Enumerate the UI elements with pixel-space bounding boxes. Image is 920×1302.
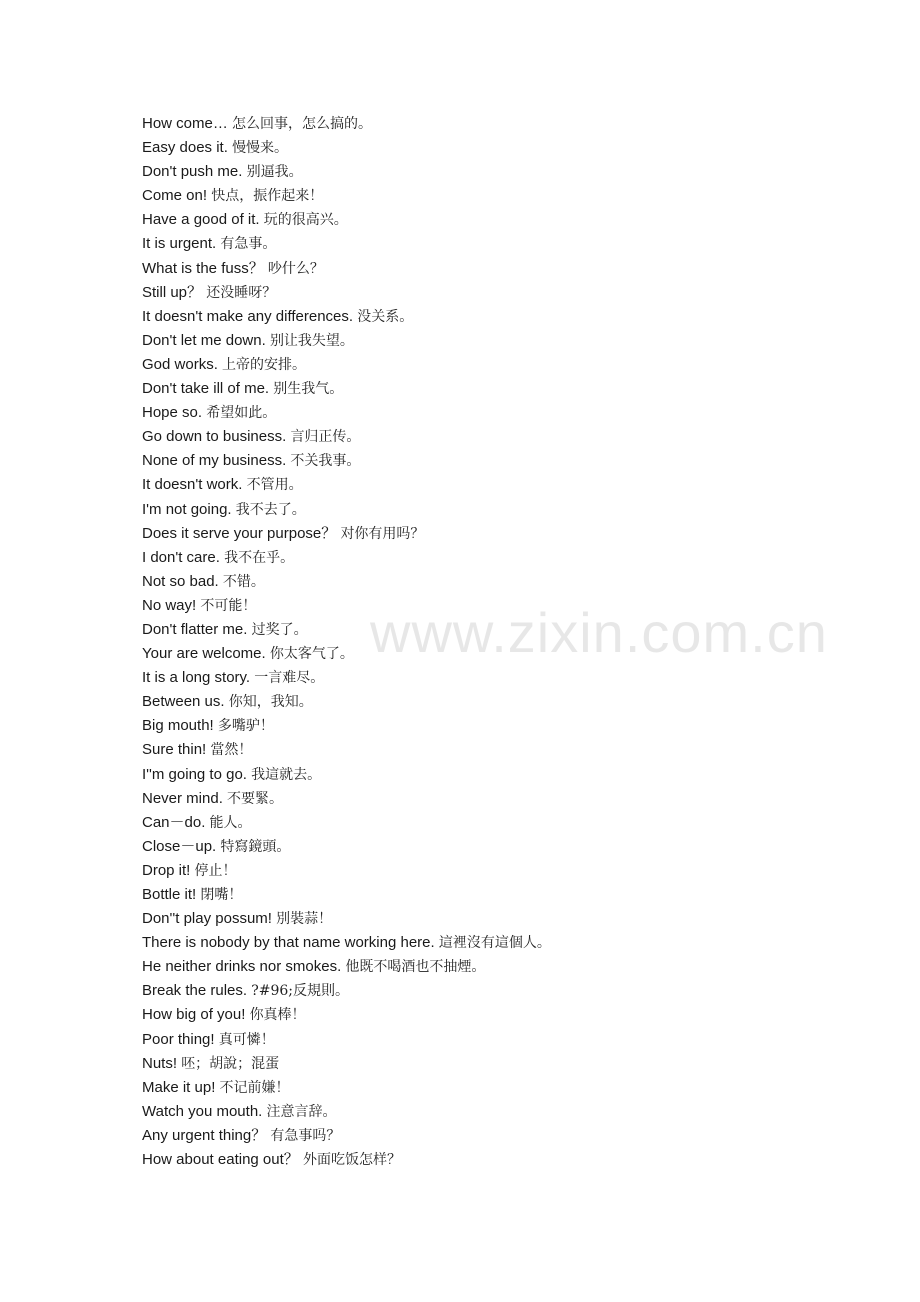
phrase-chinese: 吵什么？ — [267, 260, 324, 277]
phrase-english: Have a good of it. — [142, 211, 260, 229]
phrase-chinese: 不管用。 — [246, 477, 303, 494]
phrase-line — [142, 883, 551, 907]
phrase-line — [142, 498, 551, 522]
phrase-chinese: 這裡沒有這個人。 — [438, 935, 551, 952]
phrase-line — [142, 377, 551, 401]
phrase-line — [142, 281, 551, 305]
phrase-line — [142, 1124, 551, 1148]
phrase-english: Does it serve your purpose？ — [142, 524, 337, 542]
phrase-line — [142, 907, 551, 931]
phrase-english: Drop it! — [142, 861, 191, 879]
phrase-line — [142, 955, 551, 979]
phrase-line — [142, 329, 551, 353]
phrase-english: I''m going to go. — [142, 765, 247, 783]
phrase-line — [142, 763, 551, 787]
phrase-english: Don't take ill of me. — [142, 380, 270, 398]
phrase-chinese: 不要緊。 — [227, 790, 284, 807]
phrase-chinese: 玩的很高兴。 — [263, 212, 348, 229]
phrase-english: Your are welcome. — [142, 645, 266, 663]
phrase-line — [142, 257, 551, 281]
phrase-chinese: 我不去了。 — [235, 501, 306, 518]
phrase-line — [142, 618, 551, 642]
phrase-chinese: ?#96;反規則。 — [251, 983, 350, 1000]
phrase-line — [142, 1028, 551, 1052]
phrase-english: It is a long story. — [142, 669, 251, 687]
phrase-line — [142, 1003, 551, 1027]
phrase-line — [142, 738, 551, 762]
phrase-english: Go down to business. — [142, 428, 287, 446]
phrase-line — [142, 859, 551, 883]
phrase-line — [142, 594, 551, 618]
phrase-chinese: 你真棒！ — [249, 1007, 306, 1024]
phrase-line — [142, 184, 551, 208]
phrase-line — [142, 714, 551, 738]
phrase-chinese: 一言难尽。 — [254, 670, 325, 687]
phrase-chinese: 有急事。 — [220, 236, 277, 253]
phrase-chinese: 我這就去。 — [251, 766, 322, 783]
phrase-list — [142, 112, 551, 1172]
phrase-chinese: 希望如此。 — [206, 405, 277, 422]
phrase-chinese: 你太客气了。 — [269, 646, 354, 663]
phrase-english: I'm not going. — [142, 500, 232, 518]
phrase-english: How big of you! — [142, 1006, 246, 1024]
phrase-line — [142, 353, 551, 377]
phrase-line — [142, 546, 551, 570]
phrase-english: Close－up. — [142, 837, 217, 855]
phrase-english: It doesn't make any differences. — [142, 307, 354, 325]
phrase-chinese: 别生我气。 — [273, 381, 344, 398]
phrase-line — [142, 1148, 551, 1172]
phrase-english: Never mind. — [142, 789, 223, 807]
phrase-line — [142, 570, 551, 594]
phrase-english: Hope so. — [142, 404, 203, 422]
phrase-chinese: 閉嘴！ — [200, 887, 243, 903]
phrase-chinese: 不可能！ — [200, 597, 257, 614]
phrase-english: How about eating out？ — [142, 1151, 299, 1169]
phrase-chinese: 特寫鏡頭。 — [220, 838, 291, 855]
phrase-chinese: 真可憐！ — [218, 1031, 275, 1048]
phrase-line — [142, 232, 551, 256]
phrase-chinese: 注意言辞。 — [266, 1103, 337, 1120]
phrase-chinese: 停止！ — [194, 862, 237, 879]
phrase-english: I don't care. — [142, 548, 220, 566]
phrase-chinese: 过奖了。 — [251, 621, 308, 638]
phrase-line — [142, 305, 551, 329]
phrase-chinese: 上帝的安排。 — [222, 356, 307, 373]
phrase-line — [142, 160, 551, 184]
phrase-chinese: 别让我失望。 — [269, 332, 354, 349]
phrase-chinese: 他既不喝酒也不抽煙。 — [345, 959, 486, 976]
watermark: www.zixin.com.cn — [370, 601, 828, 664]
phrase-line — [142, 1100, 551, 1124]
phrase-line — [142, 666, 551, 690]
phrase-chinese: 能人。 — [209, 814, 252, 831]
phrase-line — [142, 931, 551, 955]
phrase-chinese: 我不在乎。 — [224, 549, 295, 566]
phrase-line — [142, 208, 551, 232]
phrase-line — [142, 401, 551, 425]
phrase-line — [142, 425, 551, 449]
phrase-chinese: 怎么回事，怎么搞的。 — [232, 116, 373, 132]
phrase-english: Bottle it! — [142, 886, 197, 903]
phrase-chinese: 外面吃饭怎样？ — [302, 1152, 401, 1169]
phrase-english: Don''t play possum! — [142, 910, 272, 928]
phrase-line — [142, 449, 551, 473]
phrase-chinese: 还没睡呀？ — [206, 284, 277, 301]
phrase-english: Still up？ — [142, 283, 203, 301]
phrase-english: Don't push me. — [142, 163, 243, 181]
phrase-line — [142, 522, 551, 546]
phrase-line — [142, 642, 551, 666]
phrase-line — [142, 473, 551, 497]
phrase-english: Sure thin! — [142, 741, 207, 759]
phrase-english: There is nobody by that name working here. — [142, 934, 435, 952]
phrase-chinese: 言归正传。 — [290, 429, 361, 446]
phrase-english: Can－do. — [142, 813, 206, 831]
phrase-english: Watch you mouth. — [142, 1102, 263, 1120]
phrase-chinese: 別裝蒜！ — [276, 911, 333, 928]
phrase-english: What is the fuss？ — [142, 259, 264, 277]
phrase-chinese: 不记前嫌！ — [219, 1079, 290, 1096]
phrase-line — [142, 787, 551, 811]
phrase-english: Don't flatter me. — [142, 620, 248, 638]
phrase-english: Nuts! — [142, 1054, 178, 1072]
phrase-english: None of my business. — [142, 452, 287, 470]
phrase-line — [142, 112, 551, 136]
phrase-english: No way! — [142, 596, 197, 614]
phrase-chinese: 不错。 — [222, 573, 265, 590]
phrase-chinese: 快点，振作起来！ — [211, 188, 324, 205]
phrase-chinese: 不关我事。 — [290, 453, 361, 470]
phrase-english: Not so bad. — [142, 572, 219, 590]
phrase-chinese: 你知，我知。 — [228, 694, 313, 711]
phrase-chinese: 别逼我。 — [246, 164, 303, 181]
phrase-line — [142, 1076, 551, 1100]
phrase-english: It doesn't work. — [142, 476, 243, 494]
phrase-line — [142, 835, 551, 859]
phrase-english: He neither drinks nor smokes. — [142, 958, 342, 976]
phrase-english: God works. — [142, 355, 218, 373]
phrase-english: Between us. — [142, 693, 225, 711]
phrase-chinese: 没关系。 — [357, 308, 414, 325]
phrase-chinese: 多嘴驴！ — [217, 718, 274, 735]
phrase-line — [142, 979, 551, 1003]
phrase-chinese: 对你有用吗？ — [340, 525, 425, 542]
phrase-english: Break the rules. — [142, 982, 248, 1000]
phrase-chinese: 慢慢来。 — [232, 140, 289, 157]
phrase-english: Easy does it. — [142, 139, 228, 157]
phrase-chinese: 呸；胡說；混蛋 — [181, 1055, 280, 1072]
phrase-english: Make it up! — [142, 1078, 216, 1096]
phrase-english: How come… — [142, 115, 228, 132]
phrase-english: Poor thing! — [142, 1030, 215, 1048]
phrase-english: It is urgent. — [142, 235, 217, 253]
phrase-english: Any urgent thing？ — [142, 1126, 267, 1144]
phrase-line — [142, 136, 551, 160]
phrase-english: Come on! — [142, 187, 208, 205]
phrase-chinese: 當然！ — [210, 742, 253, 759]
phrase-line — [142, 1052, 551, 1076]
phrase-line — [142, 811, 551, 835]
phrase-english: Big mouth! — [142, 717, 214, 735]
phrase-chinese: 有急事吗？ — [270, 1127, 341, 1144]
phrase-english: Don't let me down. — [142, 331, 266, 349]
phrase-line — [142, 690, 551, 714]
